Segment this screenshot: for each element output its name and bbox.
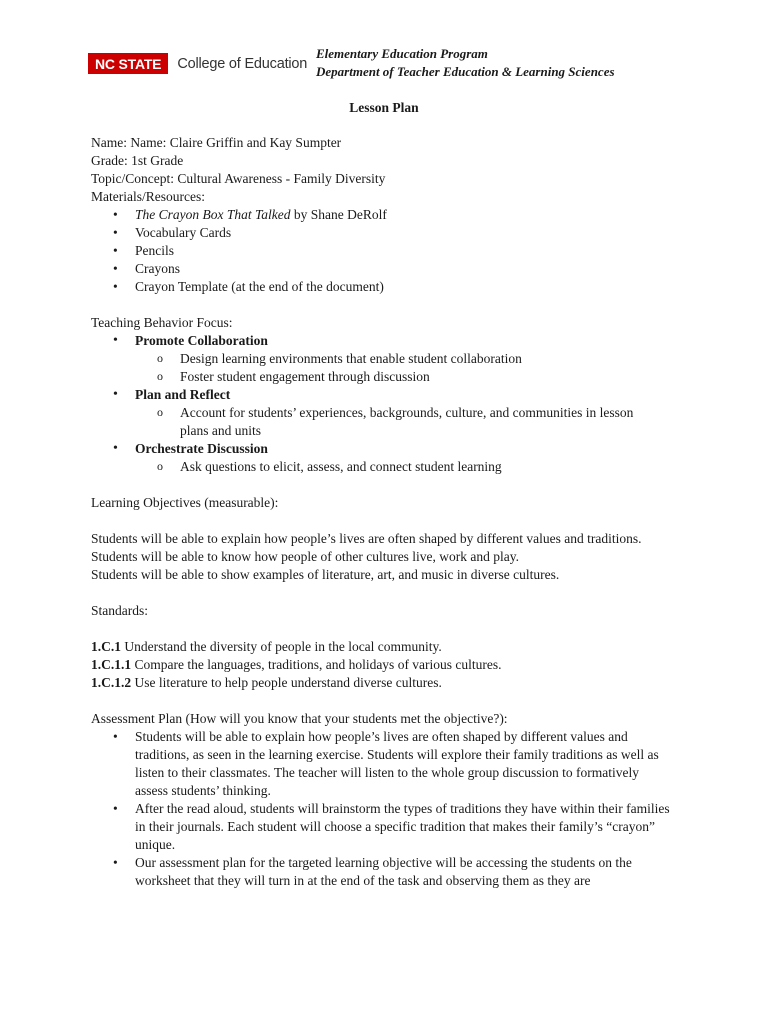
nc-state-logo: [88, 53, 307, 74]
document-title: Lesson Plan: [349, 100, 419, 115]
standard-line: [91, 656, 691, 674]
behavior-title: Promote Collaboration: [135, 333, 268, 348]
name-line: Name: Name: Claire Griffin and Kay Sumpter: [91, 135, 342, 150]
list-item: o Ask questions to elicit, assess, and connect student learning: [135, 458, 691, 476]
behavior-title: Plan and Reflect: [135, 387, 231, 402]
materials-label: Materials/Resources:: [91, 189, 205, 204]
behavior-title: Orchestrate Discussion: [135, 441, 268, 456]
program-name: Elementary Education Program: [316, 46, 488, 61]
standard-text: Understand the diversity of people in the local community.: [121, 639, 442, 654]
behavior-sublist: [135, 350, 691, 386]
book-author: by Shane DeRolf: [290, 207, 387, 222]
teaching-behavior-list: [91, 332, 691, 476]
behavior-group: [91, 332, 691, 386]
logo-college-name: College of Education: [177, 55, 308, 72]
objective-line: Students will be able to show examples of literature, art, and music in diverse cultures.: [91, 567, 560, 582]
list-item: o Foster student engagement through discussion: [135, 368, 691, 386]
list-item: • After the read aloud, students will brainstorm the types of traditions they have within their families in their journals. Each student will choose a specific tradition that makes their family’s “crayon” unique.: [91, 800, 675, 854]
department-heading: [316, 45, 615, 81]
standard-code: 1.C.1: [91, 639, 121, 654]
standard-text: Compare the languages, traditions, and holidays of various cultures.: [131, 657, 502, 672]
logo-wordmark: NC STATE: [88, 53, 168, 74]
list-item: • Crayon Template (at the end of the document): [91, 278, 691, 296]
objectives-label: Learning Objectives (measurable):: [91, 495, 279, 510]
behavior-sublist: [135, 458, 691, 476]
objective-line: Students will be able to know how people of other cultures live, work and play.: [91, 549, 520, 564]
list-item: • Our assessment plan for the targeted learning objective will be accessing the students on the worksheet that they will turn in at the end of the task and observing them as they are: [91, 854, 675, 890]
standard-code: 1.C.1.2: [91, 675, 132, 690]
grade-line: Grade: 1st Grade: [91, 153, 184, 168]
standard-text: Use literature to help people understand diverse cultures.: [131, 675, 442, 690]
list-item: • Students will be able to explain how people’s lives are often shaped by different values and traditions, as seen in the learning exercise. Students will explore their family traditions as well as listen to their classmates. The teacher will listen to the whole group discussion to formatively assess students’ thinking.: [91, 728, 675, 800]
standards-label: Standards:: [91, 603, 148, 618]
list-item: [91, 206, 691, 224]
list-item: • Pencils: [91, 242, 691, 260]
standard-line: [91, 674, 691, 692]
list-item: o Account for students’ experiences, backgrounds, culture, and communities in lesson plans and units: [135, 404, 650, 440]
topic-line: Topic/Concept: Cultural Awareness - Family Diversity: [91, 171, 386, 186]
assessment-label: Assessment Plan (How will you know that your students met the objective?):: [91, 711, 508, 726]
assessment-list: [91, 728, 691, 890]
objective-line: Students will be able to explain how people’s lives are often shaped by different values and traditions.: [91, 531, 642, 546]
book-title: The Crayon Box That Talked: [135, 207, 291, 222]
standard-code: 1.C.1.1: [91, 657, 132, 672]
materials-list: [91, 206, 691, 296]
list-item: • Vocabulary Cards: [91, 224, 691, 242]
list-item: o Design learning environments that enable student collaboration: [135, 350, 691, 368]
list-item: • Crayons: [91, 260, 691, 278]
document-body: [91, 134, 691, 890]
teaching-label: Teaching Behavior Focus:: [91, 315, 233, 330]
behavior-sublist: [135, 404, 691, 440]
behavior-group: [91, 386, 691, 440]
department-name: Department of Teacher Education & Learning Sciences: [316, 64, 615, 79]
behavior-group: [91, 440, 691, 476]
standard-line: [91, 638, 691, 656]
